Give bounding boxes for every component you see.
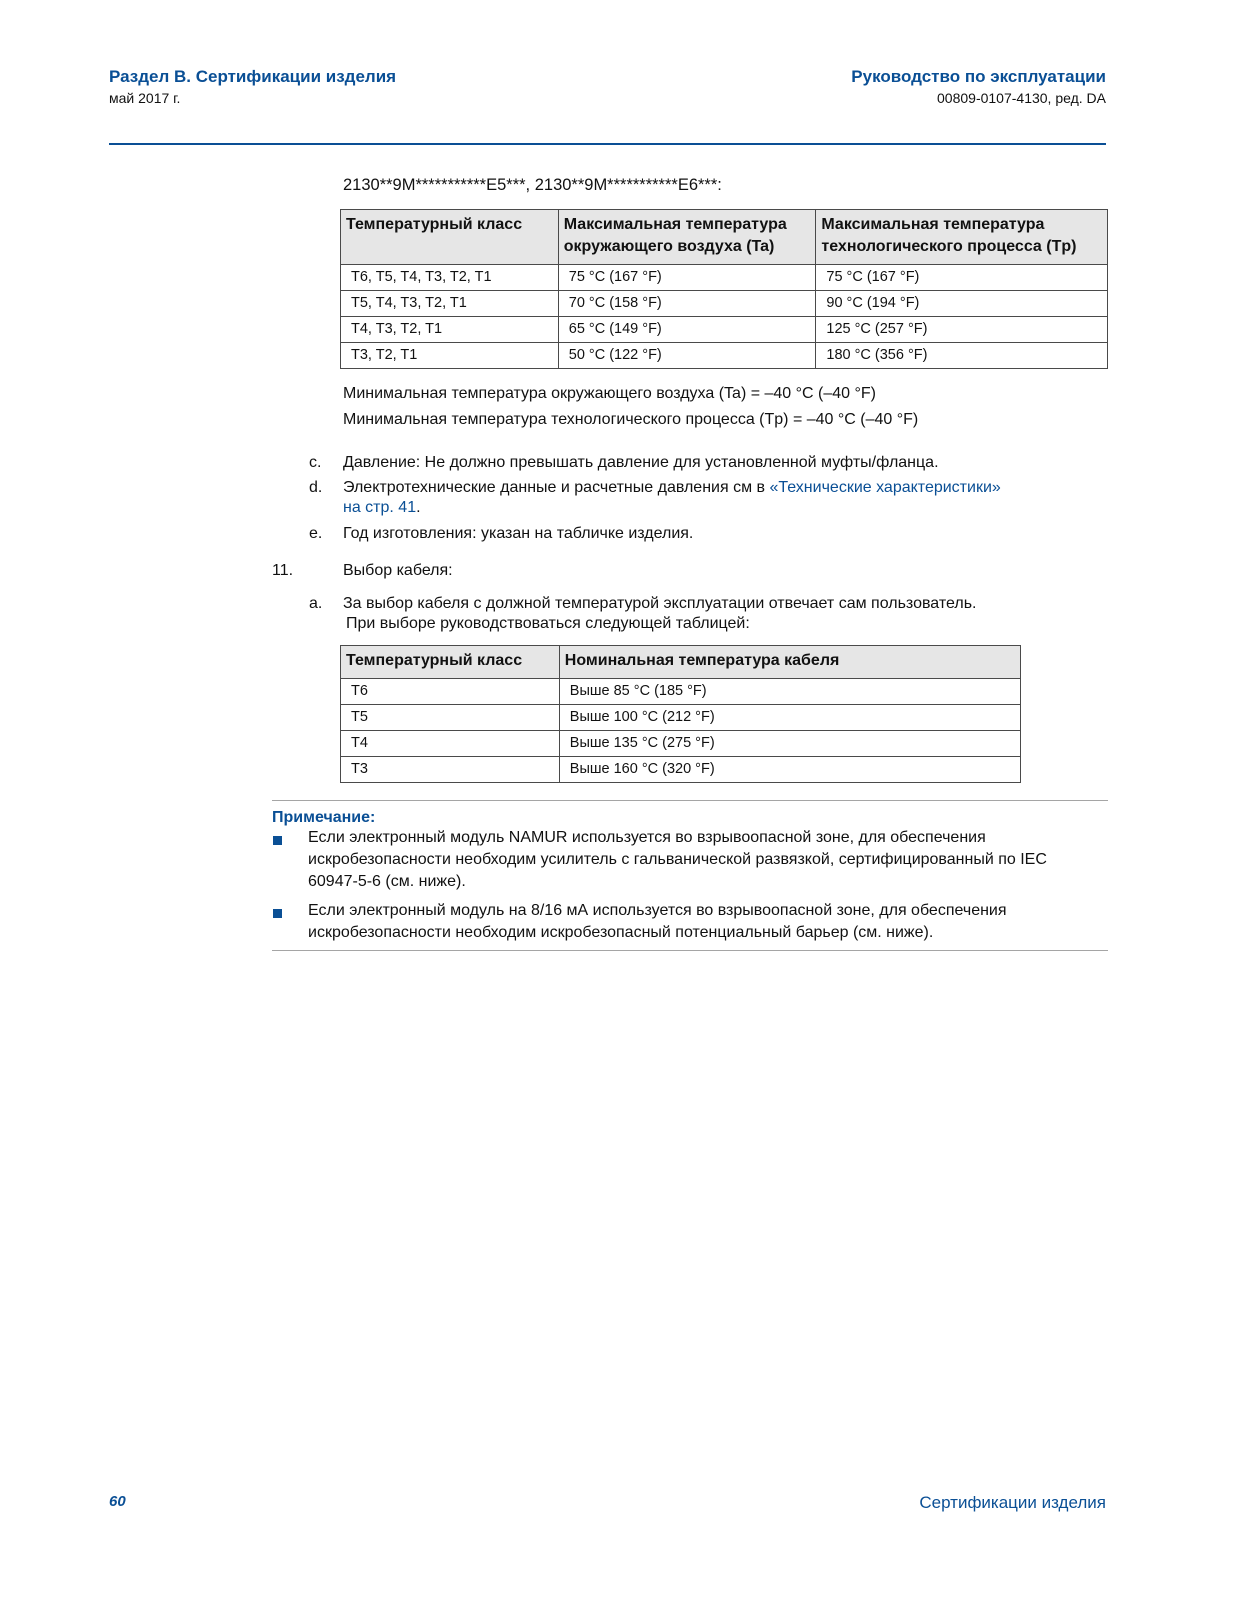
table-cell: 75 °C (167 °F) xyxy=(816,265,1108,291)
table-cell: 70 °C (158 °F) xyxy=(558,291,816,317)
page-number: 60 xyxy=(109,1493,126,1510)
list-marker-c: c. xyxy=(309,454,322,471)
item-d-period: . xyxy=(416,499,421,516)
table-row xyxy=(341,679,1021,705)
note-bullet1-line1: Если электронный модуль NAMUR используется во взрывоопасной зоне, для обеспечения xyxy=(308,829,986,846)
item-d-line1 xyxy=(343,478,1001,498)
table-cell: Выше 85 °C (185 °F) xyxy=(559,679,1020,705)
table-row xyxy=(341,317,1108,343)
table-header-cell: Максимальная температура технологического процесса (Tp) xyxy=(816,210,1108,265)
temperature-class-table xyxy=(340,209,1108,369)
step-text: Выбор кабеля: xyxy=(343,562,453,579)
table-cell: T3, T2, T1 xyxy=(341,343,559,369)
table-cell: T5 xyxy=(341,705,560,731)
table-cell: T4 xyxy=(341,731,560,757)
table-cell: T4, T3, T2, T1 xyxy=(341,317,559,343)
table-header-row xyxy=(341,646,1021,679)
table-row xyxy=(341,291,1108,317)
table-row xyxy=(341,265,1108,291)
table-cell: 75 °C (167 °F) xyxy=(558,265,816,291)
section-title: Раздел В. Сертификации изделия xyxy=(109,67,397,86)
specifications-link[interactable]: «Технические характеристики» xyxy=(769,479,1001,496)
table-header-cell: Температурный класс xyxy=(341,646,560,679)
cable-temperature-table xyxy=(340,645,1021,783)
table-cell: T3 xyxy=(341,757,560,783)
model-codes: 2130**9M***********E5***, 2130**9M***********E6***: xyxy=(343,176,722,194)
note-bullet2-line2: искробезопасности необходим искробезопасный потенциальный барьер (см. ниже). xyxy=(308,924,934,941)
min-ambient-temperature: Минимальная температура окружающего воздуха (Ta) = –40 °C (–40 °F) xyxy=(343,385,877,402)
document-number: 00809-0107-4130, ред. DA xyxy=(937,90,1106,106)
page-reference-link[interactable]: на стр. 41 xyxy=(343,499,417,516)
note-bottom-divider xyxy=(272,950,1108,951)
item-a-line1: За выбор кабеля с должной температурой эксплуатации отвечает сам пользователь. xyxy=(343,595,977,612)
table-header-cell: Температурный класс xyxy=(341,210,559,265)
table-header-row xyxy=(341,210,1108,265)
list-marker-a: a. xyxy=(309,595,323,612)
table-cell: Выше 100 °C (212 °F) xyxy=(559,705,1020,731)
table-cell: 90 °C (194 °F) xyxy=(816,291,1108,317)
table-cell: 50 °C (122 °F) xyxy=(558,343,816,369)
page-header-right xyxy=(851,66,1106,108)
footer-section-title: Сертификации изделия xyxy=(919,1493,1106,1512)
table-cell: 65 °C (149 °F) xyxy=(558,317,816,343)
note-bullet2-line1: Если электронный модуль на 8/16 мА используется во взрывоопасной зоне, для обеспечения xyxy=(308,902,1007,919)
note-title: Примечание: xyxy=(272,809,376,826)
table-row xyxy=(341,343,1108,369)
table-cell: T5, T4, T3, T2, T1 xyxy=(341,291,559,317)
table-cell: 180 °C (356 °F) xyxy=(816,343,1108,369)
table-cell: T6 xyxy=(341,679,560,705)
table-cell: T6, T5, T4, T3, T2, T1 xyxy=(341,265,559,291)
step-number: 11. xyxy=(272,562,294,579)
table-row xyxy=(341,731,1021,757)
note-top-divider xyxy=(272,800,1108,801)
item-d-line2 xyxy=(343,498,421,518)
table-cell: Выше 135 °C (275 °F) xyxy=(559,731,1020,757)
publication-date: май 2017 г. xyxy=(109,90,181,106)
bullet-square-icon xyxy=(273,836,282,845)
header-divider xyxy=(109,143,1106,145)
table-header-cell: Максимальная температура окружающего воздуха (Ta) xyxy=(558,210,816,265)
table-cell: 125 °C (257 °F) xyxy=(816,317,1108,343)
item-e-text: Год изготовления: указан на табличке изделия. xyxy=(343,525,694,542)
item-c-text: Давление: Не должно превышать давление для установленной муфты/фланца. xyxy=(343,454,939,471)
table-header-cell: Номинальная температура кабеля xyxy=(559,646,1020,679)
table-row xyxy=(341,705,1021,731)
note-bullet1-line2: искробезопасности необходим усилитель с гальванической развязкой, сертифицированный по IEC xyxy=(308,851,1047,868)
table-cell: Выше 160 °C (320 °F) xyxy=(559,757,1020,783)
item-d-text: Электротехнические данные и расчетные давления см в xyxy=(343,479,770,496)
list-marker-d: d. xyxy=(309,479,323,496)
page-header-left xyxy=(109,66,396,108)
min-process-temperature: Минимальная температура технологического процесса (Tp) = –40 °C (–40 °F) xyxy=(343,411,919,428)
bullet-square-icon xyxy=(273,909,282,918)
item-a-line2: При выборе руководствоваться следующей таблицей: xyxy=(346,615,750,632)
list-marker-e: e. xyxy=(309,525,323,542)
document-title: Руководство по эксплуатации xyxy=(851,67,1106,86)
note-bullet1-line3: 60947-5-6 (см. ниже). xyxy=(308,873,466,890)
table-row xyxy=(341,757,1021,783)
